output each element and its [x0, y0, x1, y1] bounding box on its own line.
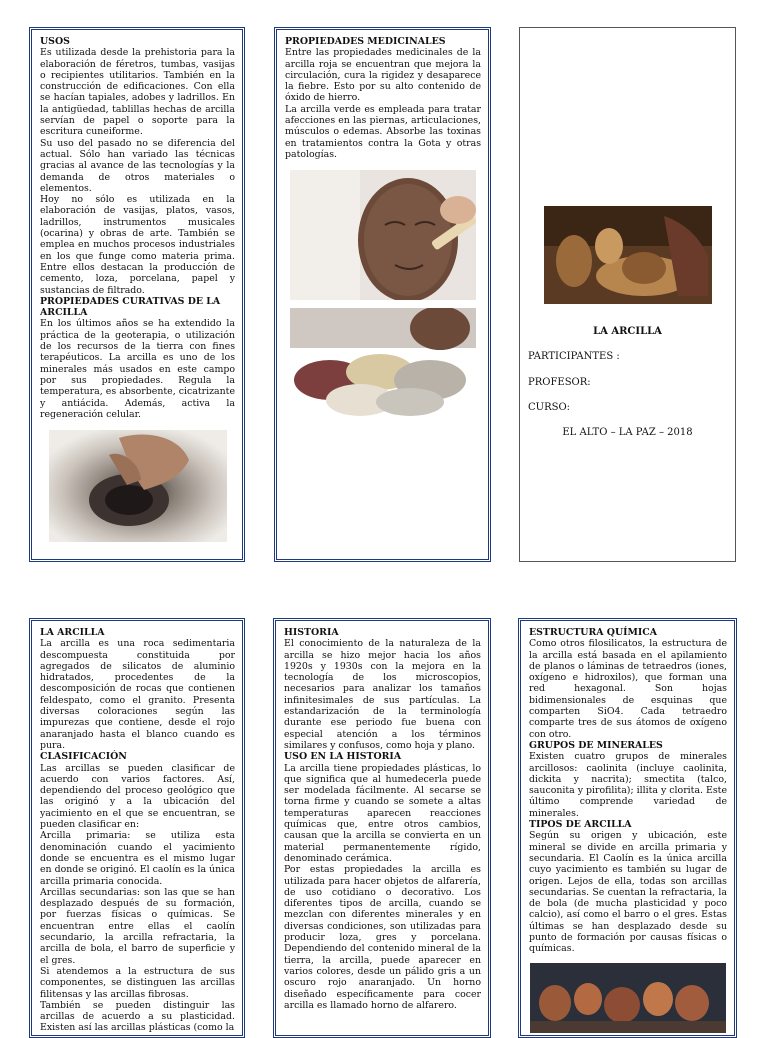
panel-cover	[519, 27, 736, 562]
usos-paragraph-2: Su uso del pasado no se diferencia del actual. Sólo han variado las técnicas gracias al avance de las tecnologías y la demanda de otros materiales o elementos.	[40, 137, 235, 194]
clay-powders-image	[290, 308, 476, 416]
cover-title: LA ARCILLA	[593, 326, 662, 337]
clay-face-mask-image	[290, 170, 476, 300]
heading-propiedades-medicinales: PROPIEDADES MEDICINALES	[285, 36, 446, 47]
heading-grupos-de-minerales: GRUPOS DE MINERALES	[529, 739, 663, 751]
heading-propiedades-curativas: PROPIEDADES CURATIVAS DE LA ARCILLA	[40, 295, 221, 319]
heading-estructura-quimica: ESTRUCTURA QUÍMICA	[529, 627, 658, 638]
curativas-paragraph-1: En los últimos años se ha extendido la práctica de la geoterapia, o utilización de los recursos de la tierra con fines terapéuticos. La arcilla es uno de los minerales más usados en este campo por sus propiedades. Regula la temperatura, es absorbente, cicatrizante y antiácida. Además, activa la regeneración celular.	[40, 318, 235, 420]
cover-participantes: PARTICIPANTES :	[528, 351, 620, 363]
tipos-paragraph-1: Según su origen y ubicación, este mineral se divide en arcilla primaria y secundaria. El Caolín es la única arcilla cuyo yacimiento es también su lugar de origen. Lejos de ella, todas son arcillas secundarias. Se cuentan la refractaria, la de bola (de mucha plasticidad y poco calcio), así como el barro o el gres. Estas últimas se han desplazado desde su punto de formación por causas físicas o químicas.	[529, 830, 727, 955]
pottery-wheel-image	[49, 430, 227, 542]
grupos-paragraph-1: Existen cuatro grupos de minerales arcillosos: caolinita (incluye caolinita, dickita y nacrita); smectita (talco, sauconita y pirofilita); illita y clorita. Este último comprende variedad de minerales.	[529, 751, 727, 819]
uso-paragraph-1: La arcilla tiene propiedades plásticas, lo que significa que al humedecerla puede ser modelada fácilmente. Al secarse se torna firme y cuando se somete a altas temperaturas aparecen reacciones químicas que, entre otros cambios, causan que la arcilla se convierta en un material permanentemente rígido, denominado cerámica.	[284, 762, 481, 864]
clasificacion-paragraph-1: Las arcillas se pueden clasificar de acuerdo con varios factores. Así, dependiendo del proceso geológico que las originó y a la ubicación del yacimiento en el que se encuentran, se pueden clasificar en:	[40, 762, 235, 831]
uso-paragraph-2: Por estas propiedades la arcilla es utilizada para hacer objetos de alfarería, de uso cotidiano o decorativo. Los diferentes tipos de arcilla, cuando se mezclan con diferentes minerales y en diversas condiciones, son utilizadas para producir loza, gres y porcelana. Dependiendo del contenido mineral de la tierra, la arcilla, puede aparecer en varios colores, desde un pálido gris a un oscuro rojo anaranjado. Un horno diseñado específicamente para cocer arcilla es llamado horno de alfarero.	[284, 864, 481, 1011]
estructura-paragraph-1: Como otros filosilicatos, la estructura de la arcilla está basada en el apilamiento de planos o láminas de tetraedros (iones, oxígeno e hidroxilos), que forman una red hexagonal. Son hojas bidimensionales de esquinas que comparten SiO4. Cada tetraedro comparte tres de sus átomos de oxígeno con otro.	[529, 638, 727, 740]
heading-clasificacion: CLASIFICACIÓN	[40, 751, 127, 763]
cover-place-date: EL ALTO – LA PAZ – 2018	[562, 427, 693, 439]
heading-usos: USOS	[40, 36, 70, 47]
panel-propiedades-medicinales	[274, 27, 491, 562]
arcilla-paragraph-1: La arcilla es una roca sedimentaria descompuesta constituida por agregados de silicatos de aluminio hidratados, procedentes de la descomposición de rocas que contienen feldespato, como el granito. Presenta diversas coloraciones según las impurezas que contiene, desde el rojo anaranjado hasta el blanco cuando es pura.	[40, 638, 235, 751]
heading-tipos-de-arcilla: TIPOS DE ARCILLA	[529, 819, 632, 831]
clasificacion-paragraph-2: Arcilla primaria: se utiliza esta denominación cuando el yacimiento donde se encuentra es el mismo lugar en donde se originó. El caolín es la única arcilla primaria conocida.	[40, 830, 235, 887]
cover-profesor: PROFESOR:	[528, 376, 591, 388]
pottery-workshop-image	[544, 206, 712, 304]
usos-paragraph-3: Hoy no sólo es utilizada en la elaboración de vasijas, platos, vasos, ladrillos, instrumentos musicales (ocarina) y obras de arte. También se emplea en muchos procesos industriales en los que funge como materia prima. Entre ellos destacan la producción de cemento, loza, porcelana, papel y sustancias de filtrado.	[40, 194, 235, 296]
heading-la-arcilla: LA ARCILLA	[40, 627, 105, 638]
usos-paragraph-1: Es utilizada desde la prehistoria para la elaboración de féretros, tumbas, vasijas o recipientes utilitarios. También en la construcción de edificaciones. Con ella se hacían tapiales, adobes y ladrillos. En la antigüedad, tablillas hechas de arcilla servían de papel o soporte para la escritura cuneiforme.	[40, 47, 235, 138]
medicinales-paragraph-2: La arcilla verde es empleada para tratar afecciones en las piernas, articulaciones, músculos o edemas. Absorbe las toxinas en tratamientos contra la Gota y otras patologías.	[285, 103, 481, 160]
clasificacion-paragraph-3: Arcillas secundarias: son las que se han desplazado después de su formación, por fuerzas físicas o químicas. Se encuentran entre ellas el caolín secundario, la arcilla refractaria, la arcilla de bola, el barro de superficie y el gres.	[40, 886, 235, 966]
panel-la-arcilla	[29, 618, 245, 1038]
panel-historia	[273, 618, 491, 1038]
historia-paragraph-1: El conocimiento de la naturaleza de la arcilla se hizo mejor hacia los años 1920s y 1930s con la mejora en la tecnología de los microscopios, necesarios para analizar los tamaños infinitesimales de sus partículas. La estandarización de la terminología durante ese periodo fue buena con especial atención a los términos similares y confusos, como hoja y plano.	[284, 638, 481, 751]
clasificacion-paragraph-4: Si atendemos a la estructura de sus componentes, se distinguen las arcillas filitensas y las arcillas fibrosas.	[40, 965, 235, 1000]
heading-uso-en-la-historia: USO EN LA HISTORIA	[284, 751, 402, 763]
clay-pots-image	[530, 963, 726, 1033]
panel-estructura-quimica	[518, 618, 737, 1038]
heading-historia: HISTORIA	[284, 627, 339, 638]
cover-curso: CURSO:	[528, 401, 571, 413]
clasificacion-paragraph-5: También se pueden distinguir las arcillas de acuerdo a su plasticidad. Existen así las arcillas plásticas (como la	[40, 999, 235, 1034]
medicinales-paragraph-1: Entre las propiedades medicinales de la arcilla roja se encuentran que mejora la circulación, cura la rigidez y desaparece la fiebre. Esto por su alto contenido de óxido de hierro.	[285, 47, 481, 104]
panel-usos	[29, 27, 245, 562]
